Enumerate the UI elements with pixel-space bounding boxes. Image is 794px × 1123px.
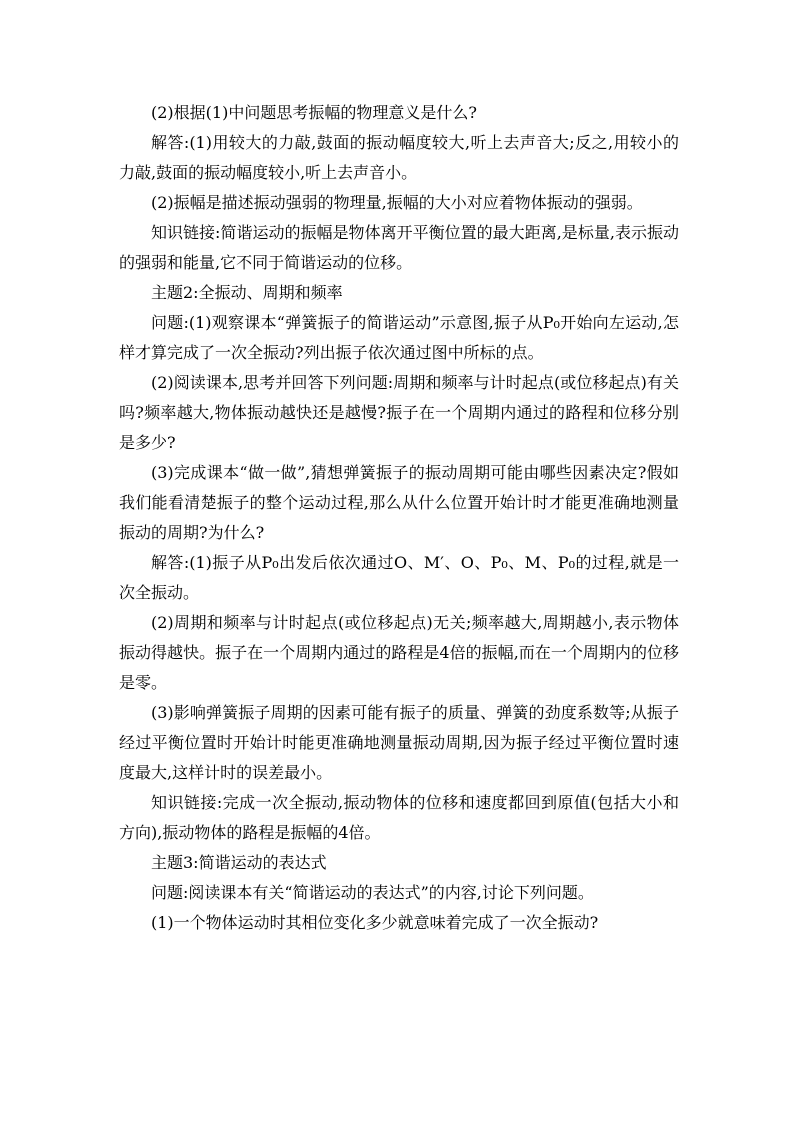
question-full-vibration: 问题:(1)观察课本“弹簧振子的简谐运动”示意图,振子从P₀开始向左运动,怎样才算完成了一次全振动?列出振子依次通过图中所标的点。	[119, 313, 679, 362]
question-amplitude-meaning: (2)根据(1)中问题思考振幅的物理意义是什么?	[151, 103, 477, 122]
answer-full-vibration-path: 解答:(1)振子从P₀出发后依次通过O、M′、O、P₀、M、P₀的过程,就是一次全振动。	[119, 553, 679, 602]
question-expression: 问题:阅读课本有关“简谐运动的表达式”的内容,讨论下列问题。	[151, 883, 594, 902]
answer-amplitude-definition: (2)振幅是描述振动强弱的物理量,振幅的大小对应着物体振动的强弱。	[151, 193, 643, 212]
question-period-frequency: (2)阅读课本,思考并回答下列问题:周期和频率与计时起点(或位移起点)有关吗?频率越大,物体振动越快还是越慢?振子在一个周期内通过的路程和位移分别是多少?	[119, 373, 679, 452]
topic-3-heading: 主题3:简谐运动的表达式	[151, 853, 327, 872]
knowledge-link-full-vibration: 知识链接:完成一次全振动,振动物体的位移和速度都回到原值(包括大小和方向),振动物体的路程是振幅的4倍。	[119, 793, 679, 842]
question-spring-period-factors: (3)完成课本“做一做”,猜想弹簧振子的振动周期可能由哪些因素决定?假如我们能看清楚振子的整个运动过程,那么从什么位置开始计时才能更准确地测量振动的周期?为什么?	[119, 463, 679, 542]
answer-spring-period-factors: (3)影响弹簧振子周期的因素可能有振子的质量、弹簧的劲度系数等;从振子经过平衡位置时开始计时能更准确地测量振动周期,因为振子经过平衡位置时速度最大,这样计时的误差最小。	[119, 703, 679, 782]
knowledge-link-amplitude: 知识链接:简谐运动的振幅是物体离开平衡位置的最大距离,是标量,表示振动的强弱和能量,它不同于简谐运动的位移。	[119, 223, 679, 272]
answer-drum-loudness: 解答:(1)用较大的力敲,鼓面的振动幅度较大,听上去声音大;反之,用较小的力敲,鼓面的振动幅度较小,听上去声音小。	[119, 133, 679, 182]
answer-period-frequency: (2)周期和频率与计时起点(或位移起点)无关;频率越大,周期越小,表示物体振动得越快。振子在一个周期内通过的路程是4倍的振幅,而在一个周期内的位移是零。	[119, 613, 679, 692]
document-body	[119, 98, 679, 938]
topic-2-heading: 主题2:全振动、周期和频率	[151, 283, 343, 302]
question-phase-change: (1)一个物体运动时其相位变化多少就意味着完成了一次全振动?	[151, 913, 599, 932]
